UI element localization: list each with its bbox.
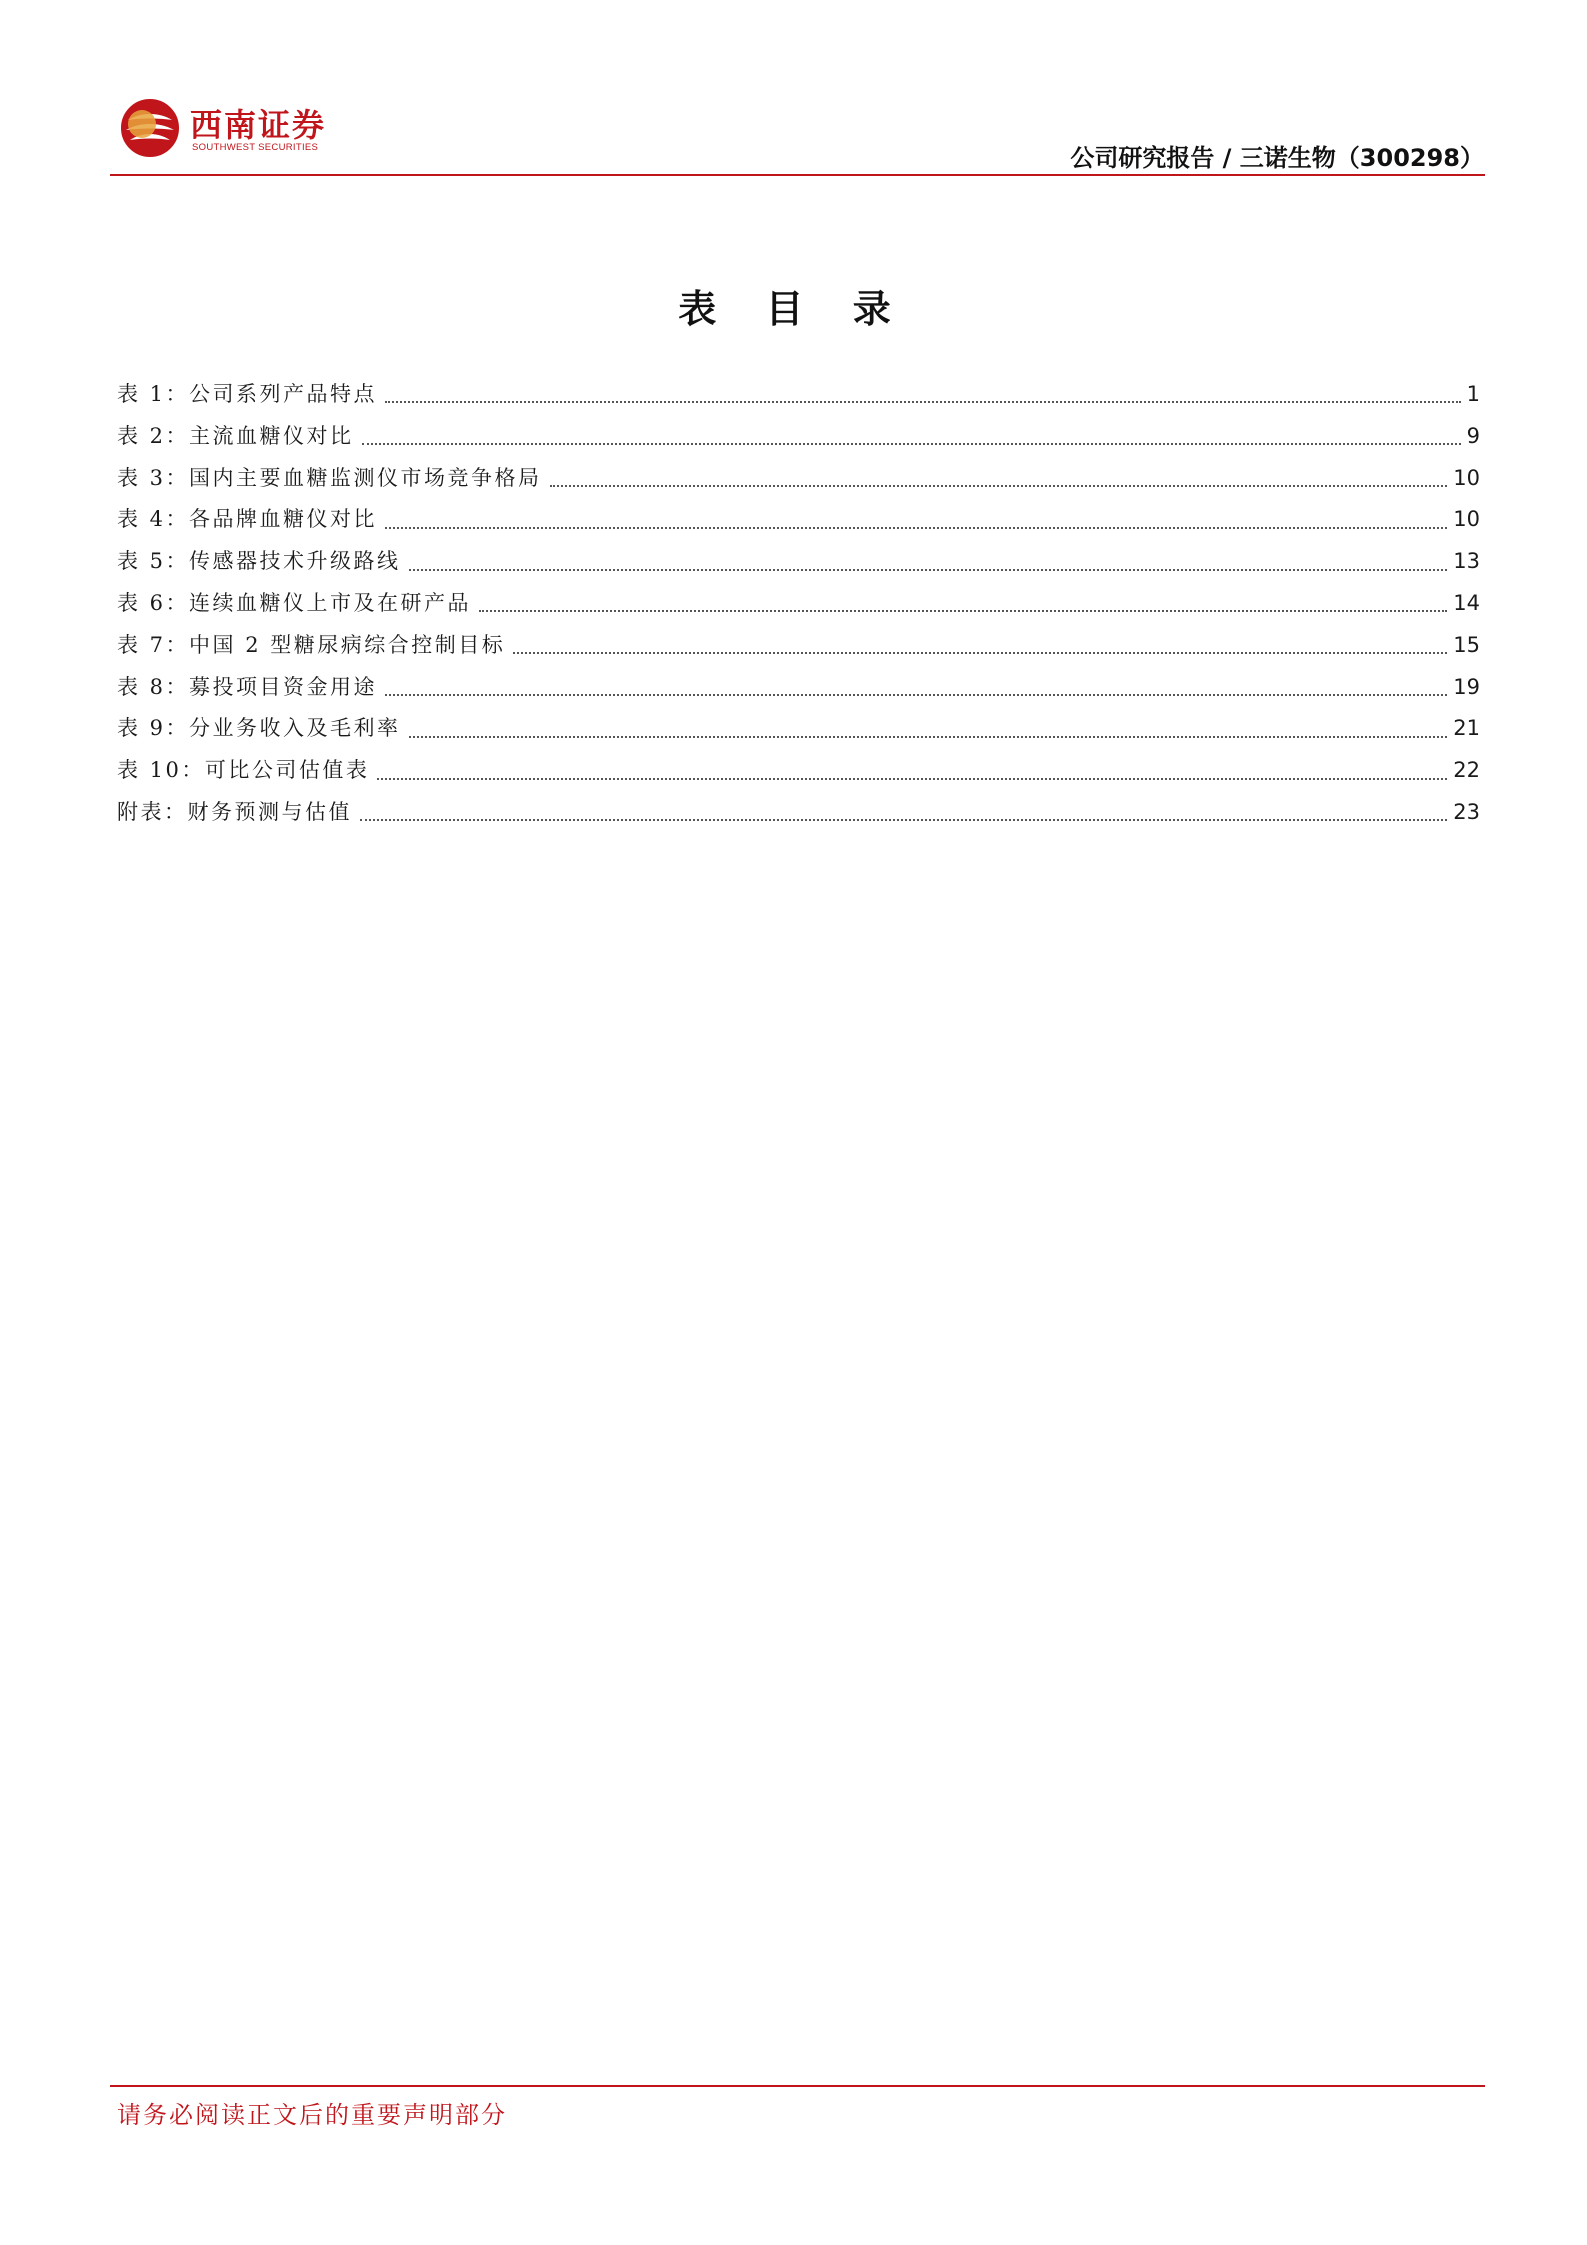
toc-entry[interactable] bbox=[117, 750, 1480, 792]
toc-entry-page-number[interactable]: 14 bbox=[1453, 590, 1480, 615]
toc-entry-page-number[interactable]: 1 bbox=[1466, 382, 1480, 406]
toc-dot-leader bbox=[513, 651, 1447, 654]
page-header bbox=[0, 0, 1587, 180]
toc-entry-page-number[interactable]: 22 bbox=[1453, 758, 1480, 783]
toc-entry-page-number[interactable]: 21 bbox=[1453, 716, 1480, 741]
logo-emblem-icon bbox=[120, 98, 180, 158]
toc-entry-label[interactable]: 表 7：中国 2 型糖尿病综合控制目标 bbox=[117, 632, 506, 657]
toc-entry-label[interactable]: 表 9：分业务收入及毛利率 bbox=[117, 716, 401, 741]
toc-entry-label[interactable]: 表 4：各品牌血糖仪对比 bbox=[117, 507, 378, 532]
toc-entry-label[interactable]: 表 3：国内主要血糖监测仪市场竞争格局 bbox=[117, 465, 542, 490]
toc-dot-leader bbox=[385, 526, 1447, 529]
toc-entry[interactable] bbox=[117, 583, 1480, 625]
toc-dot-leader bbox=[377, 777, 1447, 780]
toc-entry[interactable] bbox=[117, 625, 1480, 667]
toc-dot-leader bbox=[409, 568, 1448, 571]
logo-english-name: SOUTHWEST SECURITIES bbox=[192, 142, 319, 153]
toc-entry-label[interactable]: 表 8：募投项目资金用途 bbox=[117, 674, 378, 699]
toc-dot-leader bbox=[385, 400, 1461, 403]
toc-heading: 表 目 录 bbox=[678, 286, 909, 331]
toc-dot-leader bbox=[409, 735, 1448, 738]
toc-entry-label[interactable]: 表 1：公司系列产品特点 bbox=[117, 382, 378, 406]
toc-entry-page-number[interactable]: 15 bbox=[1453, 632, 1480, 657]
footer-disclaimer-note: 请务必阅读正文后的重要声明部分 bbox=[117, 2101, 507, 2129]
logo-chinese-name: 西南证券 bbox=[190, 106, 327, 144]
toc-entry-page-number[interactable]: 19 bbox=[1453, 674, 1480, 699]
toc-entry[interactable] bbox=[117, 374, 1480, 416]
toc-entry-page-number[interactable]: 13 bbox=[1453, 549, 1480, 574]
report-title: 公司研究报告 / 三诺生物（300298） bbox=[1070, 144, 1484, 172]
toc-list bbox=[117, 374, 1480, 834]
toc-entry[interactable] bbox=[117, 541, 1480, 583]
toc-entry-label[interactable]: 附表：财务预测与估值 bbox=[117, 799, 352, 824]
toc-entry-page-number[interactable]: 9 bbox=[1466, 423, 1480, 448]
toc-entry-label[interactable]: 表 5：传感器技术升级路线 bbox=[117, 549, 401, 574]
toc-entry-label[interactable]: 表 2：主流血糖仪对比 bbox=[117, 423, 354, 448]
toc-entry[interactable] bbox=[117, 499, 1480, 541]
toc-dot-leader bbox=[362, 442, 1461, 445]
toc-dot-leader bbox=[479, 609, 1447, 612]
footer-divider bbox=[110, 2085, 1485, 2087]
toc-dot-leader bbox=[550, 484, 1448, 487]
company-logo bbox=[120, 98, 330, 162]
header-divider bbox=[110, 174, 1485, 176]
toc-entry[interactable] bbox=[117, 708, 1480, 750]
toc-entry[interactable] bbox=[117, 458, 1480, 500]
toc-entry-page-number[interactable]: 10 bbox=[1453, 465, 1480, 490]
toc-entry-page-number[interactable]: 10 bbox=[1453, 507, 1480, 532]
toc-entry-page-number[interactable]: 23 bbox=[1453, 799, 1480, 824]
toc-entry[interactable] bbox=[117, 667, 1480, 709]
toc-entry-label[interactable]: 表 6：连续血糖仪上市及在研产品 bbox=[117, 590, 472, 615]
toc-entry[interactable] bbox=[117, 792, 1480, 834]
toc-dot-leader bbox=[385, 693, 1447, 696]
toc-entry-label[interactable]: 表 10：可比公司估值表 bbox=[117, 758, 370, 783]
toc-dot-leader bbox=[360, 818, 1447, 821]
toc-entry[interactable] bbox=[117, 416, 1480, 458]
